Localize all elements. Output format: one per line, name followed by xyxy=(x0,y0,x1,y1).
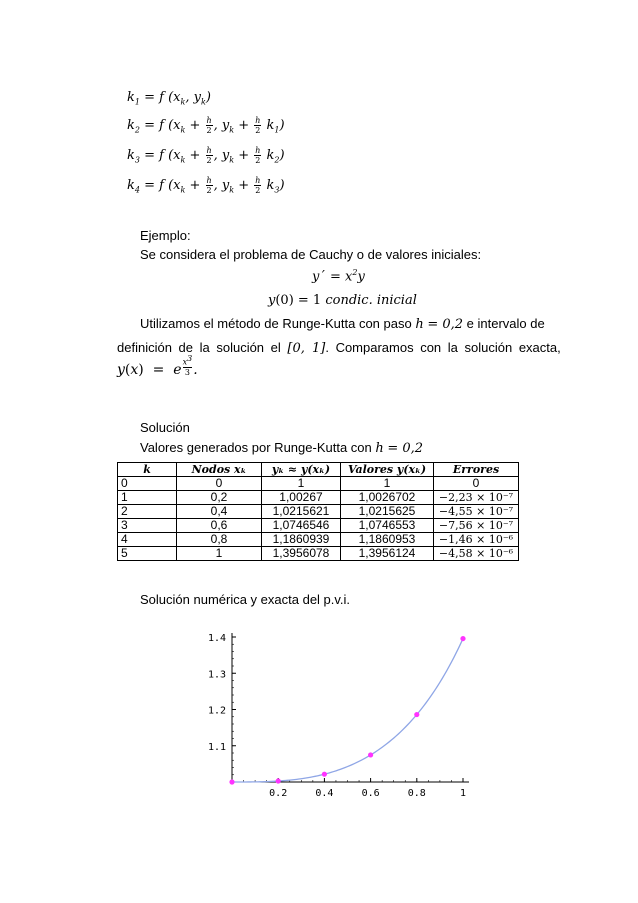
x-tick-label: 1 xyxy=(459,788,467,799)
initial-condition: y(0) = 1 condic. inicial xyxy=(268,293,417,308)
cell-value: 1,0026702 xyxy=(341,491,434,505)
cell-k: 0 xyxy=(118,477,177,491)
cell-k: 4 xyxy=(118,533,177,547)
exact-solution-curve xyxy=(232,639,463,782)
cell-error: −4,55 × 10⁻⁷ xyxy=(434,505,519,519)
solution-heading: Solución xyxy=(140,420,190,435)
cell-error: −4,58 × 10⁻⁶ xyxy=(434,547,519,561)
cell-k: 2 xyxy=(118,505,177,519)
chart-series xyxy=(229,636,465,785)
plot-caption: Solución numérica y exacta del p.v.i. xyxy=(140,592,351,607)
runge-kutta-point xyxy=(276,778,281,783)
cell-node: 0,8 xyxy=(177,533,262,547)
exact-solution: y(x) = e $^{\frac{x^3}{3}}$ . xyxy=(117,354,198,378)
cell-error: −7,56 × 10⁻⁷ xyxy=(434,519,519,533)
x-tick-label: 0.4 xyxy=(315,788,334,799)
cell-node: 1 xyxy=(177,547,262,561)
ode-equation: y´ = $x^2y$ xyxy=(312,268,365,285)
header-k: k xyxy=(118,463,177,477)
example-intro: Se considera el problema de Cauchy o de valores iniciales: xyxy=(140,247,482,262)
paragraph-line-1: Utilizamos el método de Runge-Kutta con paso h = 0,2 e intervalo de xyxy=(140,316,545,332)
table-caption: Valores generados por Runge-Kutta con h = 0,2 xyxy=(140,440,424,456)
formula-k3: $k_3 = f$ ($x_k$ + $\frac{h}{2}$ , $y_k$ + $\frac{h}{2}$ $k_2$) xyxy=(127,146,285,165)
formula-k2: $k_2 = f$ ($x_k$ + $\frac{h}{2}$ , $y_k$ + $\frac{h}{2}$ $k_1$) xyxy=(127,116,285,135)
y-tick-label: 1.4 xyxy=(207,633,226,644)
x-tick-label: 0.2 xyxy=(269,788,288,799)
cell-approx: 1,3956078 xyxy=(262,547,341,561)
paragraph-line-2: definición de la solución el [0, 1]. Comparamos con la solución exacta, xyxy=(117,340,561,356)
formula-k1: $k_1 = f$ ($x_k$, $y_k$) xyxy=(127,90,211,107)
chart-ticks xyxy=(208,633,466,799)
formula-k4: $k_4 = f$ ($x_k$ + $\frac{h}{2}$ , $y_k$ + $\frac{h}{2}$ $k_3$) xyxy=(127,176,285,195)
y-tick-label: 1.3 xyxy=(207,669,226,681)
y-tick-label: 1.2 xyxy=(207,705,226,717)
cell-approx: 1,0746546 xyxy=(262,519,341,533)
header-nodes: Nodos xₖ xyxy=(177,463,262,477)
cell-value: 1,3956124 xyxy=(341,547,434,561)
cell-node: 0 xyxy=(177,477,262,491)
cell-value: 1,0746553 xyxy=(341,519,434,533)
runge-kutta-point xyxy=(229,779,234,784)
cell-k: 1 xyxy=(118,491,177,505)
runge-kutta-point xyxy=(322,772,327,777)
cell-k: 3 xyxy=(118,519,177,533)
runge-kutta-point xyxy=(460,636,465,641)
runge-kutta-point xyxy=(414,712,419,717)
cell-value: 1,0215625 xyxy=(341,505,434,519)
runge-kutta-point xyxy=(368,752,373,757)
cell-approx: 1,0215621 xyxy=(262,505,341,519)
y-tick-label: 1.1 xyxy=(207,741,226,753)
x-tick-label: 0.6 xyxy=(361,788,380,799)
cell-error: −2,23 × 10⁻⁷ xyxy=(434,491,519,505)
cell-error: 0 xyxy=(434,477,519,491)
cell-node: 0,6 xyxy=(177,519,262,533)
cell-k: 5 xyxy=(118,547,177,561)
header-values: Valores y(xₖ) xyxy=(341,463,434,477)
x-tick-label: 0.8 xyxy=(407,788,426,799)
cell-approx: 1 xyxy=(262,477,341,491)
header-approx: yₖ ≈ y(xₖ) xyxy=(262,463,341,477)
cell-approx: 1,1860939 xyxy=(262,533,341,547)
header-errors: Errores xyxy=(434,463,519,477)
cell-node: 0,4 xyxy=(177,505,262,519)
example-heading: Ejemplo: xyxy=(140,228,191,243)
cell-approx: 1,00267 xyxy=(262,491,341,505)
cell-value: 1 xyxy=(341,477,434,491)
cell-value: 1,1860953 xyxy=(341,533,434,547)
cell-node: 0,2 xyxy=(177,491,262,505)
cell-error: −1,46 × 10⁻⁶ xyxy=(434,533,519,547)
chart-axes xyxy=(232,633,469,782)
